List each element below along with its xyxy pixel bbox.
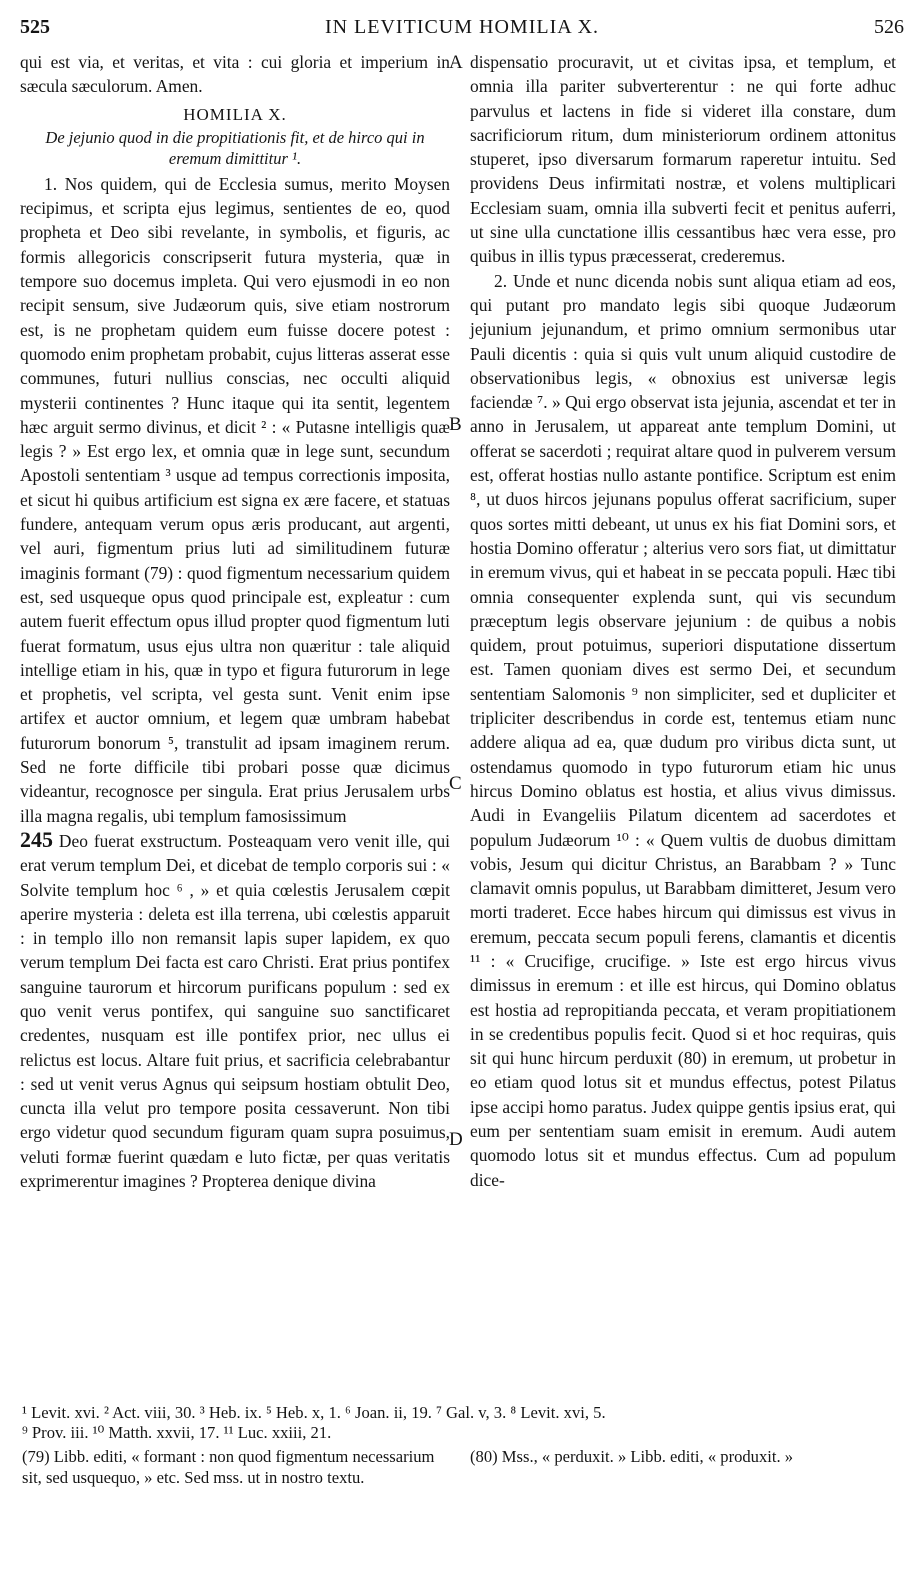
- page-marker: 245: [20, 826, 53, 852]
- left-column: [20, 50, 450, 1193]
- running-title: IN LEVITICUM HOMILIA X.: [324, 16, 600, 38]
- footnote-refs-line-1: ¹ Levit. xvi. ² Act. viii, 30. ³ Heb. ix. ⁵ Heb. x, 1. ⁶ Joan. ii, 19. ⁷ Gal. v, 3. ⁸ Levit. xvi, 5.: [22, 1403, 606, 1422]
- homily-subtitle: De jejunio quod in die propitiationis fit, et de hirco qui in eremum dimittitur ¹.: [45, 127, 425, 168]
- intro-text: qui est via, et veritas, et vita : cui gloria et imperium in sæcula sæculorum. Amen.: [20, 52, 450, 97]
- paragraph-continued: [20, 828, 450, 1193]
- editorial-note-79: (79) Libb. editi, « formant : non quod figmentum necessarium sit, sed usquequo, » etc. Sed mss. ut in nostro textu.: [22, 1447, 435, 1487]
- homily-title: HOMILIA X.: [183, 104, 287, 124]
- paragraph-text: Deo fuerat exstructum. Posteaquam vero venit ille, qui erat verum templum Dei, et dicebat de templo corporis sui : « Solvite templum hoc ⁶ , » et quia cœlestis Jerusalem cœpit aperire mysteria : deleta est illa terrena, ubi cœlestis apparuit : in templo illo non remansit lapis super lapidem, ex quo verum templum Dei facta est caro Christi. Erat prius pontifex sanguine taurorum et hircorum purificans populum : sed ex quo venit verus pontifex, qui sanguine suo sanctificaret credentes, nusquam est ille pontifex prior, nec ullus ei relictus est locus. Altare fuit prius, et sacrificia celebrabantur : sed ut venit verus Agnus qui seipsum hostiam obtulit Deo, cuncta illa velut pro tempore posita cessaverunt. Non tibi ergo videtur quod secundum figuram quam supra posuimus, veluti formæ fuerint quædam e luto fictæ, per quas veritatis exprimerentur imagines ? Propterea denique divina: [20, 830, 450, 1192]
- editorial-note-80: (80) Mss., « perduxit. » Libb. editi, « produxit. »: [470, 1447, 794, 1466]
- running-header: [20, 16, 904, 44]
- page-number-right: 526: [874, 16, 904, 38]
- paragraph: 1. Nos quidem, qui de Ecclesia sumus, merito Moysen recipimus, et scripta ejus legimus, sentientes de eo, quod propheta et Deo sibi revelante, in symbolis, et figuris, ac formis allegoricis conscripserit futura mysteria, quæ in tempore suo docemus impleta. Qui vero ejusmodi in eo non recipit sensum, sive Judæorum quis, sive etiam nostrorum est, is ne prophetam quidem eum fuisse docere potest : quomodo enim prophetam probabit, cujus litteras asserat esse communes, futuri nullius conscias, nec occulti aliquid mysterii continentes ? Hunc itaque qui ita sentit, legentem hæc arguit sermo divinus, et dicit ² : « Putasne intelligis quæ legis ? » Est ergo lex, et omnia quæ in lege sunt, secundum Apostoli sententiam ³ usque ad tempus correctionis imposita, et sicut hi quibus artificium est signa ex ære facere, et statuas fundere, antequam verum opus æris producant, aut argenti, vel auri, figmentum prius luti ad similitudinem futuræ imaginis formant (79) : quod figmentum necessarium quidem est, sed usqueque opus quod principale est, expleatur : cum autem fuerit effectum opus illud propter quod figmentum luti fuerat formatum, usus ejus ultra non quæritur : tale aliquid intellige etiam in his, quæ in typo et figura futurorum in lege et prophetis, vel scripta, vel gesta sunt. Venit enim ipse artifex et auctor omnium, et legem quæ umbram habebat futurorum bonorum ⁵, transtulit ad ipsam imaginem rerum. Sed ne forte difficile tibi probari posse quæ dicimus videantur, recognosce per singula. Erat prius Jerusalem urbs illa magna regalis, ubi templum famosissimum: [20, 173, 450, 826]
- margin-letter-c: C: [449, 773, 462, 794]
- right-column: [470, 50, 896, 1192]
- margin-letter-b: B: [449, 414, 462, 435]
- paragraph: dispensatio procuravit, ut et civitas ipsa, et templum, et omnia illa pariter subverterentur : ne qui forte adhuc parvulus et lactens in fide si videret illa constare, dum sacrificiorum ritum, dum ministeriorum ordinem attonitus stuperet, ipso diversarum formarum raperetur intuitu. Sed providens Deus infirmitati nostræ, et volens multiplicari Ecclesiam suam, omnia illa subverti fecit et penitus auferri, ut sine ulla cunctatione illis cessantibus hæc vera esse, pro quibus in illis typus præcesserat, crederemus.: [470, 52, 896, 267]
- page-number-left: 525: [20, 16, 50, 38]
- paragraph: 2. Unde et nunc dicenda nobis sunt aliqua etiam ad eos, qui putant pro mandato legis sibi quoque Judæorum jejunium jejunandum, et primo omnium sermonibus utar Pauli dicentis : quia si quis vult unum aliquid custodire de observationibus legis, « obnoxius est universæ legis faciendæ ⁷. » Qui ergo observat ista jejunia, ascendat et ter in anno in Jerusalem, ut appareat ante templum Domini, ut offerat se sacerdoti ; requirat altare quod in pulverem versum est, offerat hostias nullo astante pontifice. Scriptum est enim ⁸, ut duos hircos jejunans populus offerat sacrificium, super quos sortes mitti debeant, ut unus ex his fiat Domini sors, et hostia Domino offeratur ; alterius vero sors fiat, ut dimittatur in eremum vivus, qui et habeat in se peccata populi. Hæc tibi omnia consequenter explenda sunt, qui vis secundum præceptum legis observare jejunium : de quibus a nobis quidem, prout potuimus, superiori disputatione dissertum est. Tamen quoniam dives est sermo Dei, et secundum sententiam Salomonis ⁹ non simpliciter, sed et dupliciter et tripliciter describendus in corde est, tentemus etiam nunc addere aliqua ad ea, quæ dudum pro viribus dicta sunt, ut ostendamus quomodo in typo futurorum etiam hic unus hircus Domino oblatus est hostia, et alius vivus dimissus. Audi in Evangeliis Pilatum dicentem ad sacerdotes et populum Judæorum ¹⁰ : « Quem vultis de duobus dimittam vobis, Jesum qui dicitur Christus, an Barabbam ? » Tunc clamavit omnis populus, ut Barabbam dimitteret, Jesum vero morti traderet. Ecce habes hircum qui dimissus est vivus in eremum, peccata secum populi ferens, clamantis et dicentis ¹¹ : « Crucifige, crucifige. » Iste est ergo hircus vivus dimissus in eremum : et ille est hircus, qui Domino oblatus est hostia ad repropitianda peccata, et veram propitiationem in se credentibus populis fecit. Quod si et hoc requiras, quis sit qui hunc hircum perduxit (80) in eremum, ut probetur in eo etiam quod lotus sit et mundus effectus, potest Pilatus ipse accipi homo paratus. Judex quippe gentis ipsius erat, qui eum per sententiam suam emisit in eremum. Audi autem quomodo lotus sit et mundus effectus. Cum ad populum dice-: [470, 270, 896, 1190]
- margin-letter-a: A: [449, 52, 463, 73]
- footnote-refs-line-2: ⁹ Prov. iii. ¹⁰ Matth. xxvii, 17. ¹¹ Luc. xxiii, 21.: [22, 1423, 332, 1442]
- margin-letter-d: D: [449, 1129, 463, 1150]
